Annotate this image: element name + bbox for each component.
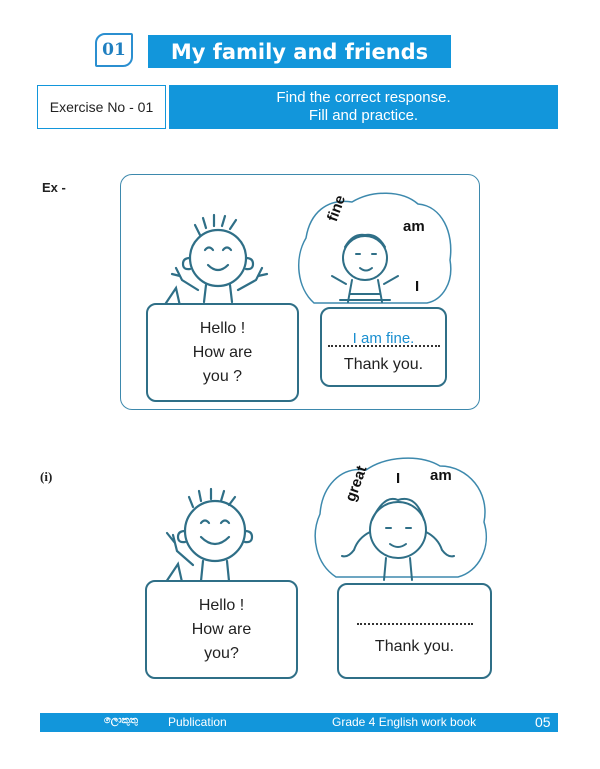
word-i: I [396, 470, 401, 487]
exercise-number: Exercise No - 01 [37, 85, 166, 129]
instructions [169, 85, 558, 129]
bubble-line: you? [204, 645, 239, 662]
footer-bar [40, 713, 558, 732]
instruction-line-1: Find the correct response. [276, 89, 451, 106]
bubble-line: Hello ! [198, 597, 245, 614]
reply-thank-you: Thank you. [374, 638, 455, 655]
boy-speech-bubble-question [145, 580, 298, 679]
page-title: My family and friends [148, 35, 451, 68]
answer-blank-line[interactable] [357, 623, 473, 625]
word-am: am [430, 467, 452, 484]
word-i: I [415, 278, 420, 295]
word-great: great [342, 463, 371, 504]
bubble-line: you ? [202, 368, 243, 385]
example-answer: I am fine. [352, 330, 415, 347]
footer-publication: Publication [168, 715, 227, 729]
bubble-line: Hello ! [199, 320, 246, 337]
page-number: 05 [535, 714, 551, 730]
reply-thank-you: Thank you. [343, 356, 424, 373]
word-am: am [403, 218, 425, 235]
boy-speech-bubble-example [146, 303, 299, 402]
girl-reply-bubble-example [320, 307, 447, 387]
girl-illustration-example [320, 222, 410, 307]
instruction-line-2: Fill and practice. [308, 107, 419, 124]
unit-number-badge: 01 [95, 33, 133, 67]
footer-book-title: Grade 4 English work book [332, 715, 477, 729]
example-label: Ex - [42, 180, 66, 195]
word-fine: fine [324, 192, 350, 224]
bubble-line: How are [192, 344, 253, 361]
publisher-logo: ලොකුතු [104, 715, 138, 726]
girl-reply-bubble-question [337, 583, 492, 679]
bubble-line: How are [191, 621, 252, 638]
question-label: (i) [40, 469, 53, 484]
